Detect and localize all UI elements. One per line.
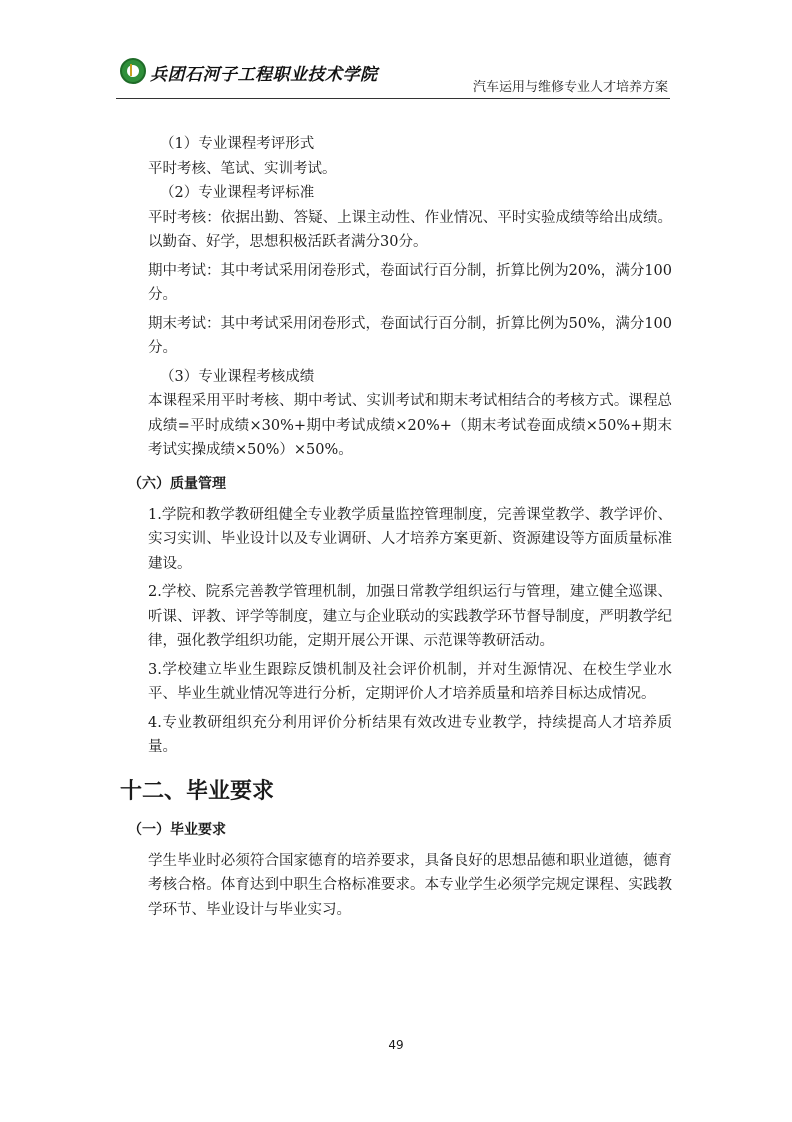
subheading-exam-standard: （2）专业课程考评标准 [160,185,315,201]
section-heading-quality: （六）质量管理 [128,475,226,492]
paragraph: 期末考试：其中考试采用闭卷形式，卷面试行百分制，折算比例为50%，满分100分。 [148,315,672,356]
section-heading-graduation: （一）毕业要求 [128,821,226,838]
subheading-exam-grade: （3）专业课程考核成绩 [160,368,315,385]
subheading-exam-form: （1）专业课程考评形式 [160,136,315,152]
paragraph: 平时考核、笔试、实训考试。 [148,160,337,177]
paragraph: 3.学校建立毕业生跟踪反馈机制及社会评价机制，并对生源情况、在校生学业水平、毕业生就业情况等进行分析，定期评价人才培养质量和培养目标达成情况。 [148,661,672,702]
school-logo-icon [120,58,146,84]
paragraph: 2.学校、院系完善教学管理机制，加强日常教学组织运行与管理，建立健全巡课、听课、评教、评学等制度，建立与企业联动的实践教学环节督导制度，严明教学纪律，强化教学组织功能，定期开展公开课、示范课等教研活动。 [148,584,672,649]
logo-inner [127,65,139,77]
paragraph: 平时考核：依据出勤、答疑、上课主动性、作业情况、平时实验成绩等给出成绩。以勤奋、好学，思想积极活跃者满分30分。 [148,209,672,250]
school-name: 兵团石河子工程职业技术学院 [150,65,378,85]
page-content [120,132,672,926]
paragraph: 4.专业教研组织充分利用评价分析结果有效改进专业教学，持续提高人才培养质量。 [148,714,672,755]
paragraph: 1.学院和教学教研组健全专业教学质量监控管理制度，完善课堂教学、教学评价、实习实训、毕业设计以及专业调研、人才培养方案更新、资源建设等方面质量标准建设。 [148,506,672,572]
page-header [116,52,670,99]
page-number: 49 [388,1038,404,1052]
document-title: 汽车运用与维修专业人才培养方案 [472,80,668,95]
paragraph: 本课程采用平时考核、期中考试、实训考试和期末考试相结合的考核方式。课程总成绩=平时成绩×30%+期中考试成绩×20%+（期末考试卷面成绩×50%+期末考试实操成绩×50%）×50%。 [148,393,672,458]
logo-mark [130,64,132,76]
paragraph: 期中考试：其中考试采用闭卷形式，卷面试行百分制，折算比例为20%，满分100分。 [148,262,672,303]
chapter-heading: 十二、毕业要求 [120,778,275,804]
paragraph: 学生毕业时必须符合国家德育的培养要求，具备良好的思想品德和职业道德，德育考核合格。体育达到中职生合格标准要求。本专业学生必须学完规定课程、实践教学环节、毕业设计与毕业实习。 [148,852,672,918]
